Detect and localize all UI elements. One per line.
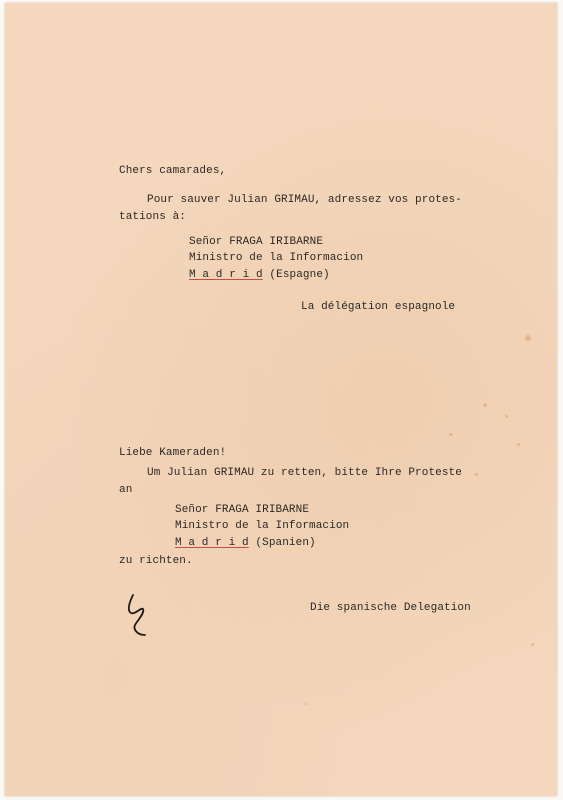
french-signoff: La délégation espagnole [301,301,456,313]
stain-spot [525,335,531,341]
french-country: (Espagne) [269,269,330,281]
letter-page [5,3,557,796]
german-country: (Spanien) [255,537,316,549]
stain-spot [475,473,478,476]
stain-spot [505,415,508,418]
german-closing: zu richten. [119,555,193,567]
stain-spot [483,403,487,407]
german-body-line-1: Um Julian GRIMAU zu retten, bitte Ihre Proteste [147,467,462,479]
german-city-line [175,536,316,550]
stain-spot [531,643,534,646]
french-addressee: Señor FRAGA IRIBARNE [189,236,324,248]
stain-spot [305,703,307,705]
german-greeting: Liebe Kameraden! [119,447,227,459]
handwritten-signature [123,591,153,641]
french-greeting: Chers camarades, [119,165,227,177]
french-body-line-2: tations à: [119,211,187,223]
stain-spot [517,443,520,446]
french-ministry: Ministro de la Informacion [189,252,364,264]
french-city-line [189,268,330,282]
german-body-line-2: an [119,484,133,496]
german-addressee: Señor FRAGA IRIBARNE [175,504,310,516]
german-signoff: Die spanische Delegation [310,602,471,614]
german-city: M a d r i d [175,537,249,549]
german-ministry: Ministro de la Informacion [175,520,350,532]
stain-spot [449,433,453,436]
french-city: M a d r i d [189,269,263,281]
french-body-line-1: Pour sauver Julian GRIMAU, adressez vos protes- [147,194,462,206]
